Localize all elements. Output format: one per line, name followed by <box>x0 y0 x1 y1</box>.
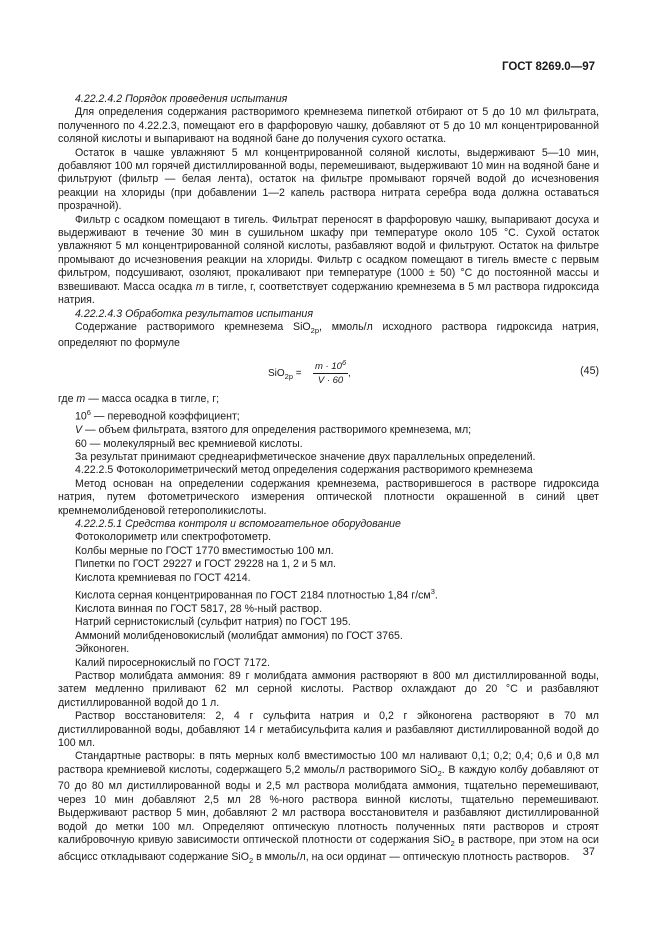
equipment-item: Эйконоген. <box>75 643 130 656</box>
equipment-item: Натрий сернистокислый (сульфит натрия) по ГОСТ 195. <box>75 616 351 629</box>
equipment-item: Кислота кремниевая по ГОСТ 4214. <box>75 571 251 584</box>
paragraph: Фильтр с осадком помещают в тигель. Фильтрат переносят в фарфоровую чашку, выпаривают досуха и выдерживают в течение 30 мин в сушильном шкафу при температуре около 105 °С. Сухой остаток увлажняют 5 мл концентрированной соляной кислоты, разбавляют водой и фильтруют. Остаток на фильтре промывают до исчезновения реакции на хлориды. Фильтр с осадком помещают в тигель вместе с первым фильтром, подсушивают, озоляют, прокаливают при температуре (1000 ± 50) °С до постоянной массы и взвешивают. Масса осадка m в тигле, г, соответствует содержанию кремнезема в 5 мл раствора гидроксида натрия. <box>58 213 599 307</box>
legend-line: 60 — молекулярный вес кремниевой кислоты. <box>75 437 303 450</box>
equipment-item: Аммоний молибденовокислый (молибдат аммония) по ГОСТ 3765. <box>75 629 403 642</box>
equipment-item: Колбы мерные по ГОСТ 1770 вместимостью 100 мл. <box>75 544 334 557</box>
formula-lhs: SiO$_{2р}$ = <box>268 367 302 381</box>
paragraph: За результат принимают среднеарифметическое значение двух параллельных определений. <box>75 450 536 463</box>
formula-number: (45) <box>580 364 599 377</box>
section-heading: 4.22.2.4.2 Порядок проведения испытания <box>75 93 288 105</box>
paragraph: Для определения содержания растворимого кремнезема пипеткой отбирают от 5 до 10 мл фильтрата, полученного по 4.22.2.3, помещают его в фарфоровую чашку, добавляют от 5 до 10 мл концентрированной соляной кислоты и выпаривают на водяной бане до получения сухого остатка. <box>58 106 599 146</box>
equipment-item: Кислота винная по ГОСТ 5817, 28 %-ный раствор. <box>75 602 323 615</box>
equipment-item: Пипетки по ГОСТ 29227 и ГОСТ 29228 на 1, 2 и 5 мл. <box>75 558 336 571</box>
paragraph: Стандартные растворы: в пять мерных колб вместимостью 100 мл наливают 0,1; 0,2; 0,4; 0,6 и 0,8 мл раствора кремниевой кислоты, содержащего 5,2 ммоль/л растворимого SiO$_2$. В каждую колбу добавляют от 70 до 80 мл дистиллированной воды и 2,5 мл раствора молибдата аммония, тщательно перемешивают, через 10 мин добавляют 2,5 мл 28 %-ного раствора винной кислоты, тщательно перемешивают. Выдерживают раствор 5 мин, добавляют 2 мл раствора восстановителя и разбавляют дистиллированной водой до метки 100 мл. Определяют оптическую плотность полученных пяти растворов и строят калибровочную кривую зависимости оптической плотности от содержания SiO$_2$ в растворе, при этом на оси абсцисс откладывают содержание SiO$_2$ в ммоль/л, на оси ординат — оптическую плотность растворов. <box>58 750 599 865</box>
equipment-item: Фотоколориметр или спектрофотометр. <box>75 531 272 544</box>
paragraph: Раствор молибдата аммония: 89 г молибдата аммония растворяют в 800 мл дистиллированной воды, затем медленно приливают 62 мл серной кислоты. Раствор охлаждают до 20 °С и разбавляют дистиллированной водой до 1 л. <box>58 670 599 709</box>
paragraph: Метод основан на определении содержания кремнезема, растворившегося в растворе гидроксида натрия, путем фотометрического измерения оптической плотности окрашенной в синий цвет кремнемолибденовой гетерополикислоты. <box>58 477 599 517</box>
equipment-item: Калий пиросернокислый по ГОСТ 7172. <box>75 656 270 669</box>
document-code: ГОСТ 8269.0—97 <box>501 61 595 73</box>
page-body <box>58 93 599 867</box>
equipment-item: Кислота серная концентрированная по ГОСТ 2184 плотностью 1,84 $г/см^3$. <box>75 587 438 602</box>
legend-line: где m — масса осадка в тигле, г; <box>58 392 220 405</box>
paragraph: Остаток в чашке увлажняют 5 мл концентрированной соляной кислоты, выдерживают 5—10 мин, добавляют 100 мл горячей дистиллированной воды, перемешивают, выдерживают 10 мин на водяной бане и фильтруют (фильтр — белая лента), остаток на фильтре промывают горячей водой до исчезновения реакции на хлориды (при добавлении 1—2 капель раствора нитрата серебра вода должна оставаться прозрачной). <box>58 146 599 213</box>
legend-line: $10^6$ — переводной коэффициент; <box>75 408 240 423</box>
section-heading: 4.22.2.5.1 Средства контроля и вспомогательное оборудование <box>75 518 401 531</box>
legend-line: V — объем фильтрата, взятого для определения растворимого кремнезема, мл; <box>75 424 472 437</box>
formula-denominator: V · 60 <box>317 374 344 386</box>
page-number: 37 <box>582 846 595 858</box>
section-heading: 4.22.2.4.3 Обработка результатов испытания <box>75 307 313 320</box>
formula-45: SiO$_{2р}$ = $\frac{m \cdot 10^6}{V \cdot 60}$ , (45) <box>268 357 599 386</box>
formula-numerator: $m \cdot 10^6$ <box>315 357 347 372</box>
formula-fraction <box>313 357 348 387</box>
paragraph: Содержание растворимого кремнезема SiO$_{2р}$, ммоль/л исходного раствора гидроксида натрия, определяют по формуле <box>58 320 599 350</box>
paragraph: 4.22.2.5 Фотоколориметрический метод определения содержания растворимого кремнезема <box>75 464 533 477</box>
paragraph: Раствор восстановителя: 2, 4 г сульфита натрия и 0,2 г эйконогена растворяют в 70 мл дистиллированной воды, добавляют 14 г метабисульфита калия и разбавляют дистиллированной водой до 100 мл. <box>58 710 599 750</box>
